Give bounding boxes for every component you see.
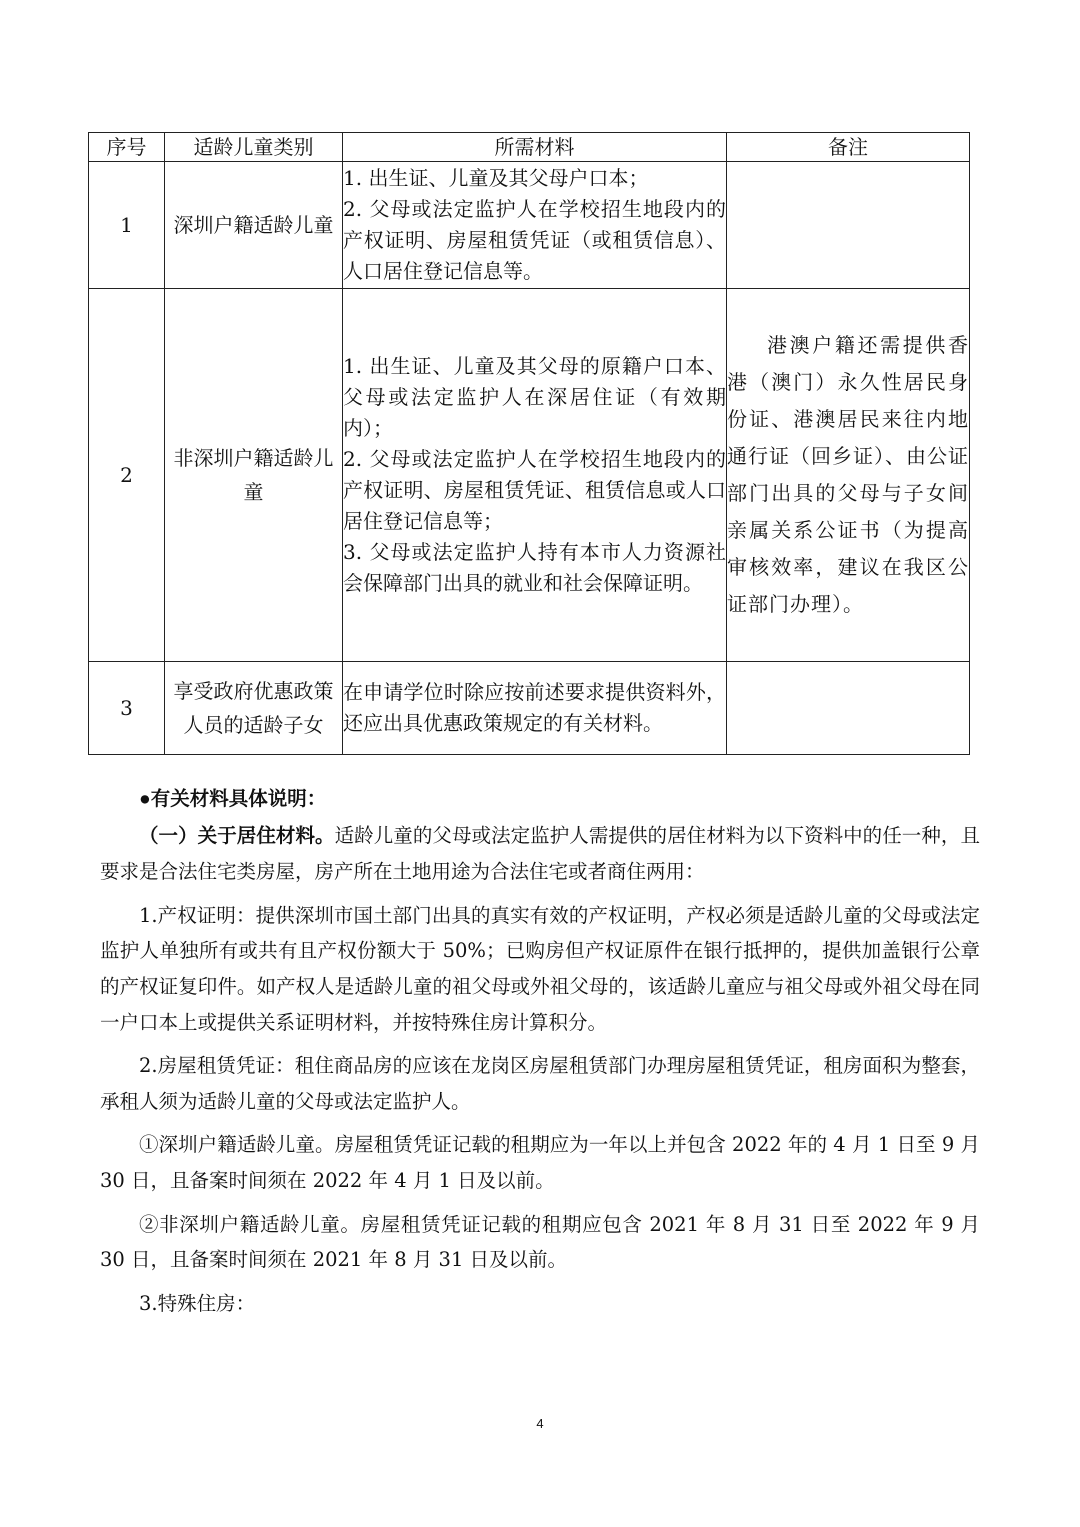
row-note (727, 289, 970, 662)
row-materials (343, 289, 727, 662)
header-no: 序号 (89, 133, 165, 162)
row-category: 深圳户籍适龄儿童 (165, 162, 343, 289)
explanation-section (100, 782, 980, 1329)
table-header-row (89, 133, 970, 162)
row-note (727, 662, 970, 755)
header-category: 适龄儿童类别 (165, 133, 343, 162)
table-row (89, 162, 970, 289)
paragraph-special-housing: 3.特殊住房： (139, 1291, 256, 1315)
material-item: 1. 出生证、儿童及其父母户口本； (343, 166, 649, 190)
section-heading: ●有关材料具体说明： (139, 788, 327, 810)
row-number: 1 (89, 162, 165, 289)
note-text: 港澳户籍还需提供香港（澳门）永久性居民身份证、港澳居民来往内地通行证（回乡证）、由公证部门出具的父母与子女间亲属关系公证书（为提高审核效率，建议在我区公证部门办理）。 (727, 333, 969, 616)
row-note (727, 162, 970, 289)
row-category: 非深圳户籍适龄儿童 (165, 289, 343, 662)
paragraph-property-certificate: 1.产权证明：提供深圳市国土部门出具的真实有效的产权证明，产权必须是适龄儿童的父母或法定监护人单独所有或共有且产权份额大于 50%；已购房但产权证原件在银行抵押的，提供加盖银行公章的产权证复印件。如产权人是适龄儿童的祖父母或外祖父母的，该适龄儿童应与祖父母或外祖父母在同一户口本上或提供关系证明材料，并按特殊住房计算积分。 (100, 903, 980, 1034)
header-materials: 所需材料 (343, 133, 727, 162)
material-item: 3. 父母或法定监护人持有本市人力资源社会保障部门出具的就业和社会保障证明。 (343, 540, 726, 595)
material-item: 1. 出生证、儿童及其父母的原籍户口本、父母或法定监护人在深居住证（有效期内）； (343, 354, 726, 440)
paragraph-shenzhen-hukou: ①深圳户籍适龄儿童。房屋租赁凭证记载的租期应为一年以上并包含 2022 年的 4 月 1 日至 9 月 30 日，且备案时间须在 2022 年 4 月 1 日及以前。 (100, 1133, 980, 1192)
row-materials (343, 662, 727, 755)
page-number: 4 (536, 1416, 544, 1431)
paragraph-non-shenzhen-hukou: ②非深圳户籍适龄儿童。房屋租赁凭证记载的租期应包含 2021 年 8 月 31 日至 2022 年 9 月 30 日，且备案时间须在 2021 年 8 月 31 日及以前。 (100, 1212, 980, 1272)
material-item: 2. 父母或法定监护人在学校招生地段内的产权证明、房屋租赁凭证（或租赁信息）、人口居住登记信息等。 (343, 197, 726, 283)
table-row (89, 289, 970, 662)
row-materials (343, 162, 727, 289)
materials-table (88, 132, 970, 755)
header-note: 备注 (727, 133, 970, 162)
material-item: 在申请学位时除应按前述要求提供资料外，还应出具优惠政策规定的有关材料。 (343, 680, 726, 735)
paragraph-residence-text: 适龄儿童的父母或法定监护人需提供的居住材料为以下资料中的任一种，且要求是合法住宅类房屋，房产所在土地用途为合法住宅或者商住两用： (100, 823, 980, 884)
row-number: 2 (89, 289, 165, 662)
row-number: 3 (89, 662, 165, 755)
paragraph-residence (100, 818, 980, 890)
paragraph-residence-title: （一）关于居住材料。 (139, 824, 335, 847)
material-item: 2. 父母或法定监护人在学校招生地段内的产权证明、房屋租赁凭证、租赁信息或人口居住登记信息等； (343, 447, 726, 533)
paragraph-rental-certificate: 2.房屋租赁凭证：租住商品房的应该在龙岗区房屋租赁部门办理房屋租赁凭证，租房面积为整套，承租人须为适龄儿童的父母或法定监护人。 (100, 1054, 980, 1113)
table-row (89, 662, 970, 755)
row-category: 享受政府优惠政策人员的适龄子女 (165, 662, 343, 755)
